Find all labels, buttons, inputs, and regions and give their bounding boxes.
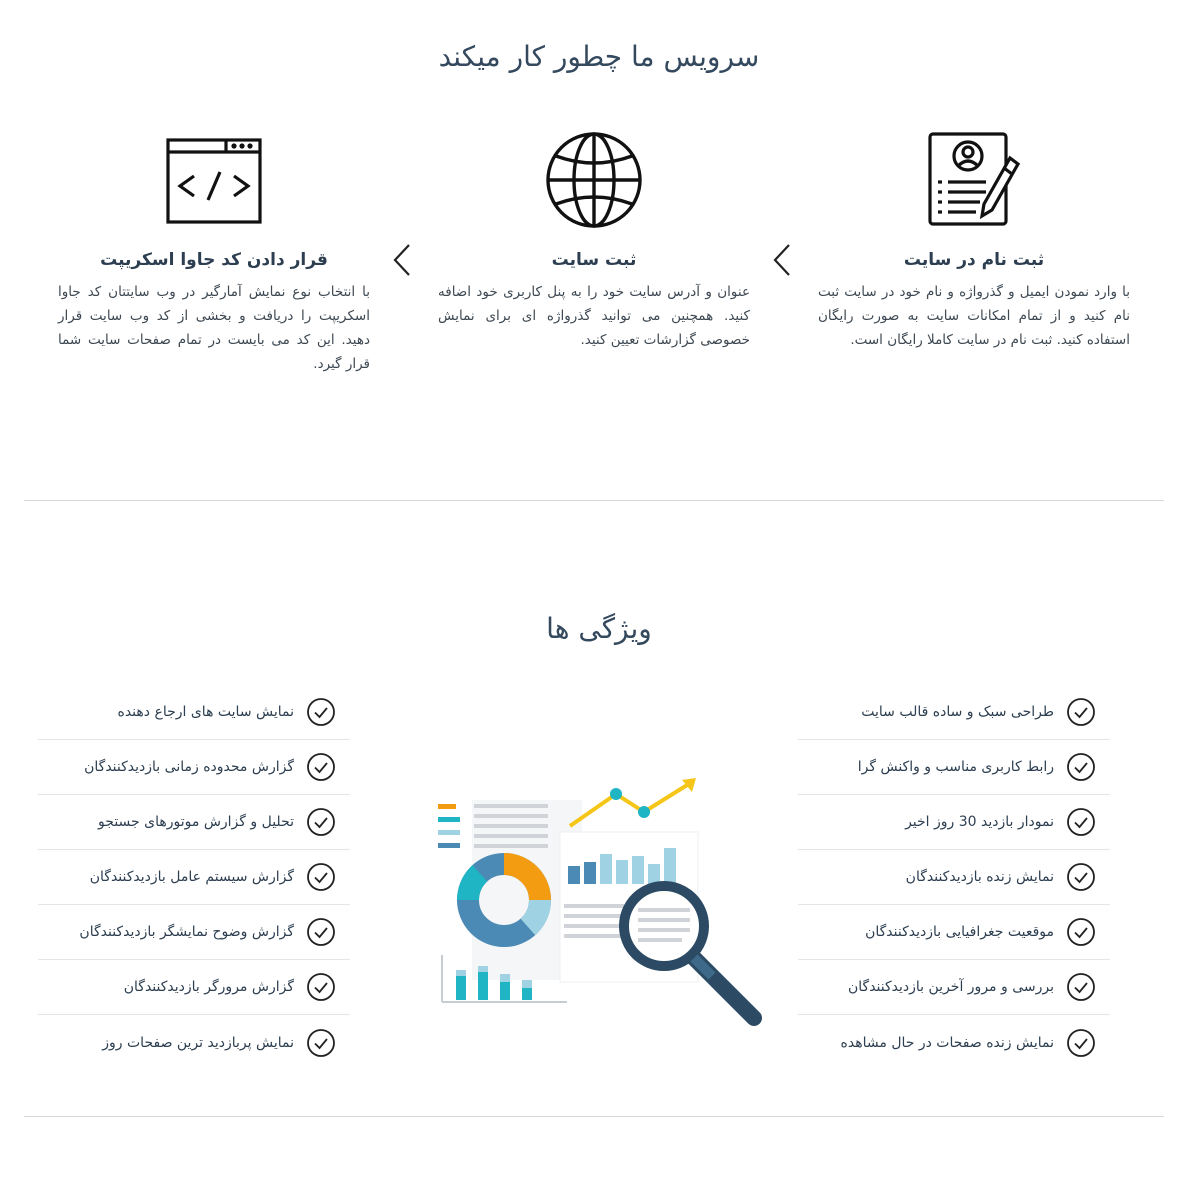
step-install-script — [58, 128, 370, 376]
feature-label: نمایش زنده صفحات در حال مشاهده — [840, 1034, 1054, 1051]
feature-label: نمایش پربازدید ترین صفحات روز — [102, 1034, 294, 1051]
registration-form-pen-icon — [818, 128, 1130, 232]
chevron-left-icon — [772, 243, 792, 277]
feature-item — [38, 740, 350, 795]
features-list-right — [798, 685, 1110, 1070]
feature-label: گزارش وضوح نمایشگر بازدیدکنندگان — [79, 924, 294, 940]
step-register — [818, 128, 1130, 352]
check-circle-icon — [1066, 752, 1096, 782]
trend-line-graphic — [570, 778, 696, 826]
feature-item — [38, 685, 350, 740]
step-title: قرار دادن کد جاوا اسکریپت — [100, 250, 328, 270]
feature-item — [798, 1015, 1110, 1070]
feature-item — [38, 795, 350, 850]
section-divider — [24, 1116, 1164, 1117]
feature-label: نمایش زنده بازدیدکنندگان — [905, 869, 1054, 885]
check-circle-icon — [306, 752, 336, 782]
check-circle-icon — [306, 972, 336, 1002]
magnifying-glass-icon — [624, 886, 754, 1018]
code-window-icon — [58, 128, 370, 232]
check-circle-icon — [306, 807, 336, 837]
feature-label: بررسی و مرور آخرین بازدیدکنندگان — [848, 979, 1054, 995]
feature-label: گزارش محدوده زمانی بازدیدکنندگان — [84, 759, 294, 775]
step-title: ثبت سایت — [551, 250, 637, 270]
globe-icon — [438, 128, 750, 232]
feature-item — [38, 850, 350, 905]
step-add-site — [438, 128, 750, 352]
feature-label: گزارش مرورگر بازدیدکنندگان — [123, 979, 294, 995]
how-it-works-title: سرویس ما چطور کار میکند — [438, 40, 760, 73]
chevron-left-icon — [392, 243, 412, 277]
check-circle-icon — [306, 697, 336, 727]
feature-label: نمایش سایت های ارجاع دهنده — [117, 704, 294, 720]
check-circle-icon — [306, 862, 336, 892]
feature-label: گزارش سیستم عامل بازدیدکنندگان — [89, 869, 294, 885]
check-circle-icon — [1066, 697, 1096, 727]
feature-label: نمودار بازدید 30 روز اخیر — [905, 814, 1054, 830]
feature-item — [798, 795, 1110, 850]
feature-item — [798, 905, 1110, 960]
feature-item — [798, 740, 1110, 795]
feature-item — [38, 1015, 350, 1070]
check-circle-icon — [1066, 1028, 1096, 1058]
check-circle-icon — [1066, 972, 1096, 1002]
check-circle-icon — [1066, 807, 1096, 837]
section-divider — [24, 500, 1164, 501]
features-title: ویژگی ها — [546, 612, 652, 645]
check-circle-icon — [306, 917, 336, 947]
feature-item — [798, 850, 1110, 905]
step-title: ثبت نام در سایت — [903, 250, 1045, 270]
feature-item — [38, 905, 350, 960]
step-description: با وارد نمودن ایمیل و گذرواژه و نام خود در سایت ثبت نام کنید و از تمام امکانات سایت به صورت رایگان استفاده کنید. ثبت نام در سایت کاملا رایگان است. — [818, 284, 1130, 348]
feature-label: تحلیل و گزارش موتورهای جستجو — [98, 814, 294, 830]
feature-label: موقعیت جغرافیایی بازدیدکنندگان — [865, 924, 1054, 940]
step-description: عنوان و آدرس سایت خود را به پنل کاربری خود اضافه کنید. همچنین می توانید گذرواژه ای برای نمایش خصوصی گزارشات تعیین کنید. — [438, 284, 750, 348]
features-list-left — [38, 685, 350, 1070]
check-circle-icon — [1066, 917, 1096, 947]
step-description: با انتخاب نوع نمایش آمارگیر در وب سایتتان کد جاوا اسکریپت را دریافت و بخشی از کد وب سایت قرار دهید. این کد می بایست در تمام صفحات سایت شما قرار گیرد. — [58, 284, 370, 372]
check-circle-icon — [1066, 862, 1096, 892]
feature-label: طراحی سبک و ساده قالب سایت — [861, 704, 1054, 720]
feature-item — [38, 960, 350, 1015]
feature-item — [798, 685, 1110, 740]
feature-label: رابط کاربری مناسب و واکنش گرا — [857, 759, 1054, 775]
feature-item — [798, 960, 1110, 1015]
check-circle-icon — [306, 1028, 336, 1058]
analytics-illustration — [432, 770, 772, 1035]
